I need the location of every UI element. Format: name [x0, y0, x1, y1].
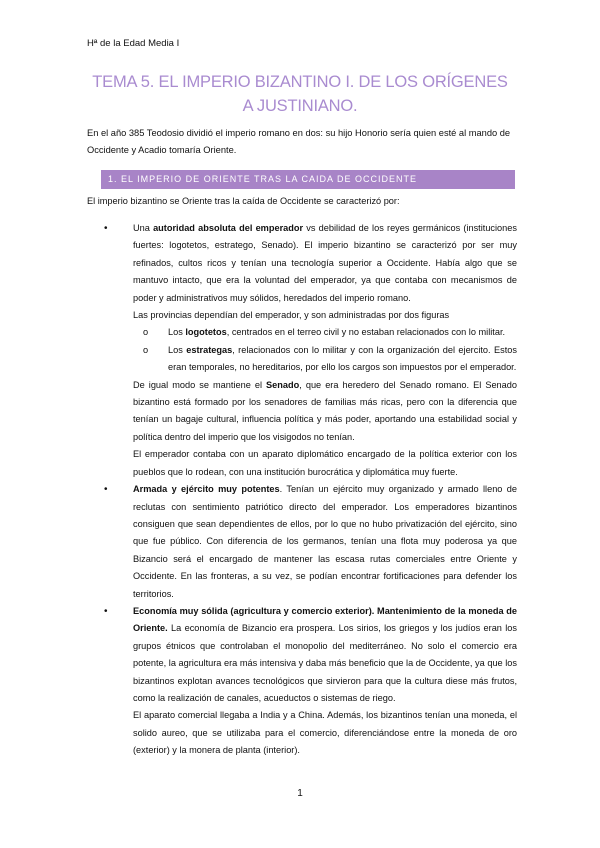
intro-paragraph: En el año 385 Teodosio dividió el imperio romano en dos: su hijo Honorio sería quien esté al mando de Occidente y Acadio tomaría Oriente.	[87, 128, 511, 155]
bold-text: Armada y ejército muy potentes	[133, 484, 280, 495]
senado-paragraph	[87, 377, 517, 447]
bold-text: estrategas	[186, 344, 233, 355]
running-header: Hª de la Edad Media I	[87, 38, 180, 49]
circle-bullet-icon: o	[143, 327, 149, 338]
sub-bullet-item	[87, 342, 517, 377]
text: vs debilidad de los reyes germánicos (instituciones fuertes: logotetos, estratego, Senado). El imperio bizantino se caracterizó por ser muy refinados, cultos ricos y tenían una tecnología superior a Occidente. Había algo que se mantuvo intacto, que era la voluntad del emperador, ya que contaba con mecanismos de poder y administrativos muy sólidos, heredados del imperio romano.	[133, 223, 517, 303]
text: , centrados en el terreo civil y no estaban relacionados con lo militar.	[226, 327, 506, 338]
sub-bullet-item	[87, 324, 517, 341]
commerce-paragraph: El aparato comercial llegaba a India y a China. Además, los bizantinos tenían una moneda, el solido aureo, que se utilizaba para el comercio, diferenciándose entre la moneda de oro (exterior) y la monera de planta (interior).	[133, 710, 517, 756]
document-title: TEMA 5. EL IMPERIO BIZANTINO I. DE LOS ORÍGENES A JUSTINIANO.	[92, 73, 508, 115]
lead-paragraph: El imperio bizantino se Oriente tras la caída de Occidente se caracterizó por:	[87, 196, 400, 206]
text: Los	[168, 327, 186, 338]
text: . Tenían un ejército muy organizado y armado lleno de reclutas con sentimiento patriótico directo del emperador. Los emperadores bizantinos consiguen que sean dependientes de ellos, por lo que no hubo privatización del ejército, sino que fue público. Con diferencia de los germanos, tenían una flota muy poderosa ya que Bizancio será el encargado de mantener las escasa rutas comerciales entre Oriente y Occidente. En las fronteras, a su vez, se podían encontrar fortificaciones para defender los territorios.	[133, 484, 518, 599]
text: Una	[133, 223, 154, 233]
text: , que era heredero del Senado romano. El Senado bizantino está formado por los senadores de familias más ricas, pero con la diferencia que tenían un bagaje cultural, influencia política y más poder, aportando una estabilidad social y política dentro del imperio que los visigodos no tenían.	[133, 379, 517, 442]
text: Los	[168, 344, 187, 355]
bullet-item	[87, 603, 517, 707]
text: De igual modo se mantiene el	[133, 379, 267, 390]
bullet-item	[87, 220, 517, 307]
bold-text: autoridad absoluta del emperador	[153, 223, 304, 233]
bold-text: Economía muy sólida (agricultura y comercio exterior). Mantenimiento de la moneda de Oriente.	[133, 605, 517, 634]
bullet-icon: •	[104, 223, 108, 234]
provinces-paragraph: Las provincias dependían del emperador, y son administradas por dos figuras	[133, 310, 450, 321]
diplomacy-paragraph: El emperador contaba con un aparato diplomático encargado de la política exterior con los pueblos que lo rodean, con una institución burocrática y diplomática muy fuerte.	[133, 449, 517, 477]
bold-text: logotetos	[185, 327, 227, 338]
circle-bullet-icon: o	[143, 344, 149, 355]
page-number: 1	[297, 788, 303, 799]
bold-text: Senado	[266, 379, 300, 390]
bullet-icon: •	[104, 605, 108, 617]
section-heading: 1. EL IMPERIO DE ORIENTE TRAS LA CAIDA DE OCCIDENTE	[101, 170, 515, 189]
bullet-icon: •	[104, 484, 108, 496]
bullet-item	[87, 481, 517, 603]
text: La economía de Bizancio era prospera. Los sirios, los griegos y los judíos eran los grupos étnicos que controlaban el monopolio del mediterráneo. No solo el comercio era potente, la agricultura era más intensiva y daba más beneficio que la de Occidente, ya que los bizantinos explotan avances tecnológicos que sirvieron para que la cultura diese más frutos, como la realización de canales, acueductos o sistemas de riego.	[133, 623, 517, 703]
text: , relacionados con lo militar y con la organización del ejercito. Estos eran temporales, no hereditarios, por ello los cargos son impuestos por el emperador.	[168, 344, 517, 373]
document-body	[87, 220, 517, 760]
